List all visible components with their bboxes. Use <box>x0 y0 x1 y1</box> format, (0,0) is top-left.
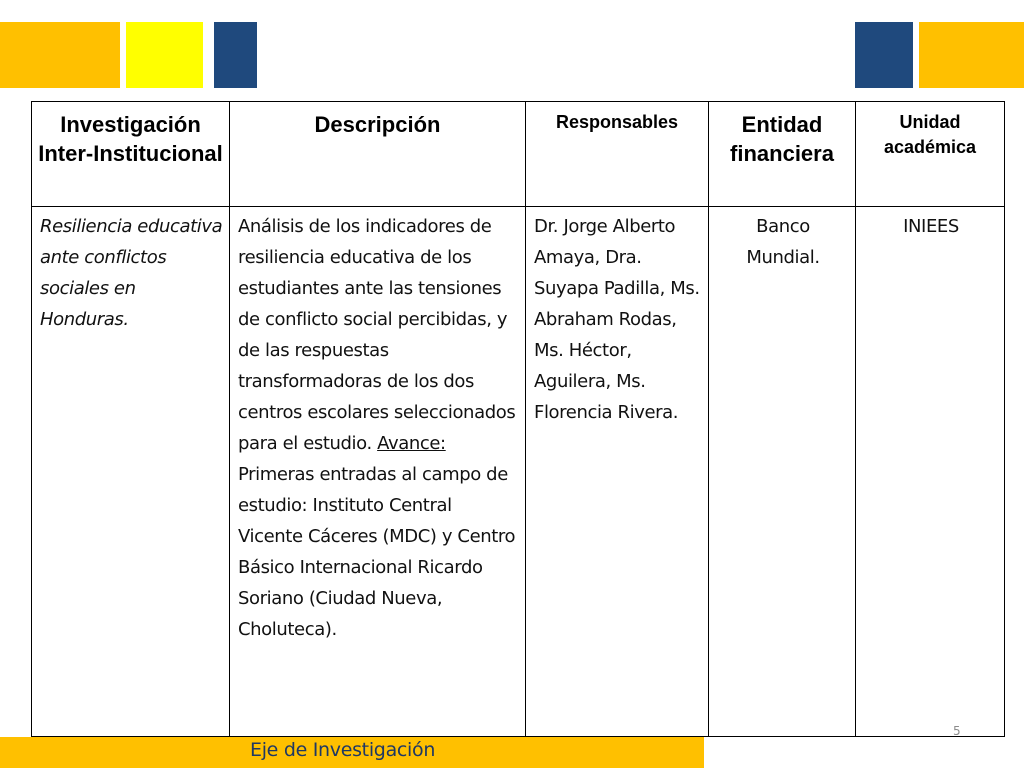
cell-unidad-academica: INIEES <box>856 207 1005 737</box>
descripcion-intro: Análisis de los indicadores de resiliencia educativa de los estudiantes ante las tensiones de conflicto social percibidas, y de las respuestas transformadoras de los dos centros escolares seleccionados para el estudio. <box>238 216 516 454</box>
research-table <box>31 101 1005 737</box>
cell-descripcion <box>230 207 526 737</box>
cell-entidad-financiera: Banco Mundial. <box>709 207 856 737</box>
table-header-row <box>32 102 1005 207</box>
footer-label: Eje de Investigación <box>250 739 436 761</box>
table-row <box>32 207 1005 737</box>
header-unidad-academica: Unidad académica <box>856 102 1005 207</box>
header-entidad-financiera: Entidad financiera <box>709 102 856 207</box>
header-investigacion: Investigación Inter-Institucional <box>32 102 230 207</box>
header-block-navy-right <box>855 22 913 88</box>
header-responsables: Responsables <box>526 102 709 207</box>
header-block-navy-left <box>214 22 257 88</box>
avance-label: Avance: <box>377 433 446 454</box>
research-table-container <box>31 101 1004 737</box>
avance-text: Primeras entradas al campo de estudio: Instituto Central Vicente Cáceres (MDC) y Centro Básico Internacional Ricardo Soriano (Ciudad Nueva, Choluteca). <box>238 464 516 640</box>
header-block-gold-left <box>0 22 120 88</box>
header-block-gold-right <box>919 22 1024 88</box>
header-descripcion: Descripción <box>230 102 526 207</box>
header-block-yellow <box>126 22 203 88</box>
page-number: 5 <box>953 724 961 738</box>
cell-responsables: Dr. Jorge Alberto Amaya, Dra. Suyapa Padilla, Ms. Abraham Rodas, Ms. Héctor, Aguilera, Ms. Florencia Rivera. <box>526 207 709 737</box>
cell-investigacion: Resiliencia educativa ante conflictos sociales en Honduras. <box>32 207 230 737</box>
